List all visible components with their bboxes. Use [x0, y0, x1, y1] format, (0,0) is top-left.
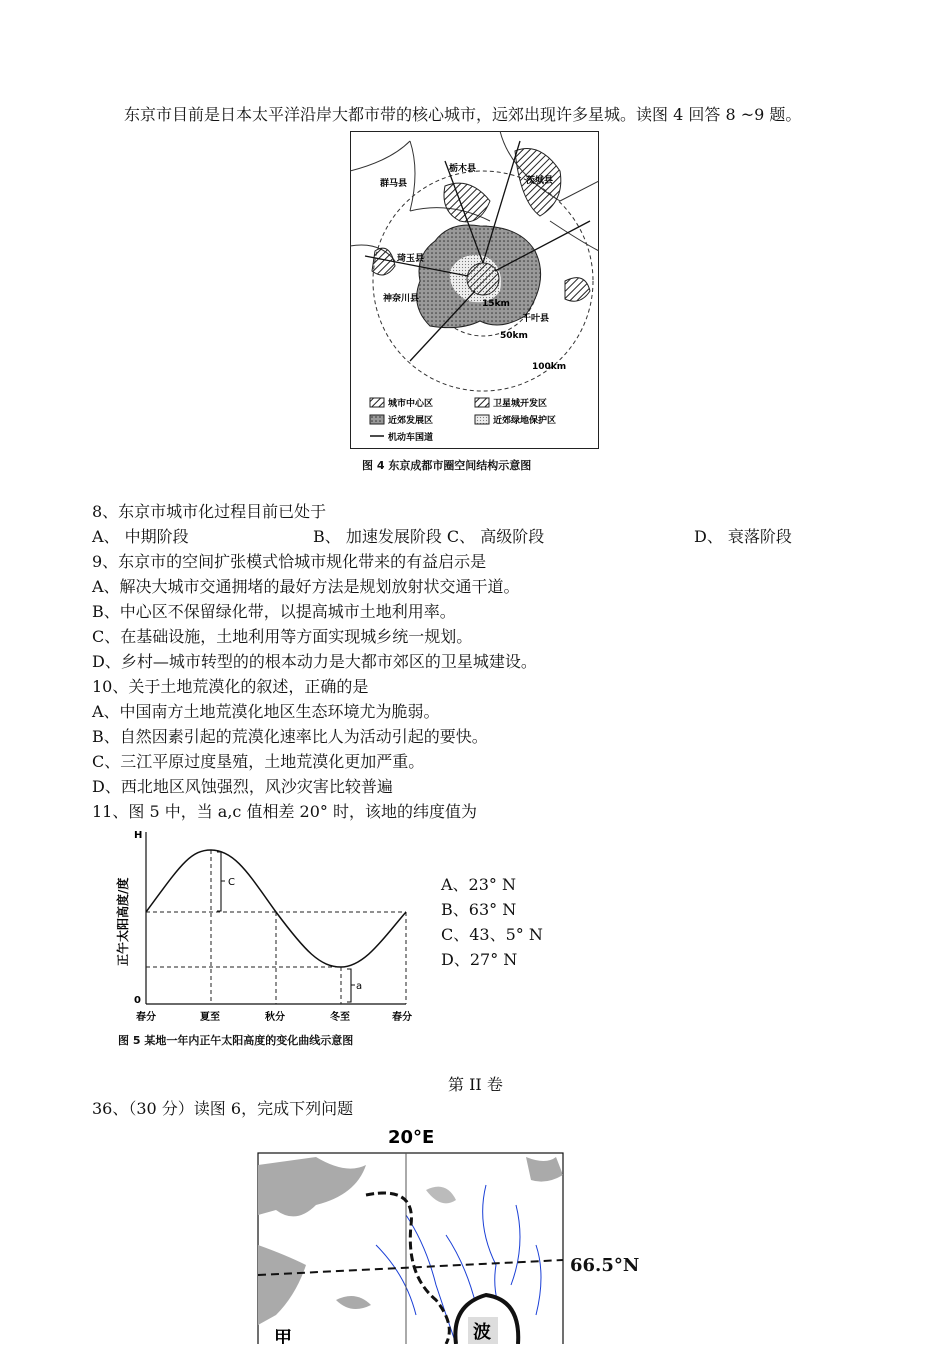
x-tick-1: 夏至: [200, 1012, 220, 1023]
figure-5-graph: [110, 826, 420, 1026]
figure-4-caption: 图 4 东京成都市圈空间结构示意图: [362, 459, 532, 472]
label-tochigi: 栃木县: [449, 164, 477, 174]
q8-stem: 8、东京市城市化过程目前已处于: [92, 502, 327, 521]
legend-suburban: 近郊发展区: [388, 416, 434, 426]
q10-option-c: C、三江平原过度垦殖，土地荒漠化更加严重。: [92, 752, 425, 771]
legend-road: 机动车国道: [388, 433, 434, 443]
radius-15km: 15km: [482, 299, 510, 309]
y-axis-label: 正午太阳高度/度: [116, 877, 130, 966]
mark-c: C: [228, 877, 235, 888]
q11-option-b: B、63° N: [441, 900, 517, 919]
q9-option-c: C、在基础设施，土地利用等方面实现城乡统一规划。: [92, 627, 473, 646]
q11-option-c: C、43、5° N: [441, 925, 543, 944]
q10-option-b: B、自然因素引起的荒漠化速率比人为活动引起的要快。: [92, 727, 488, 746]
q9-option-b: B、中心区不保留绿化带，以提高城市土地利用率。: [92, 602, 456, 621]
q8-option-bc: B、 加速发展阶段 C、 高级阶段: [313, 527, 545, 546]
x-tick-4: 春分: [392, 1012, 412, 1023]
radius-100km: 100km: [532, 362, 567, 372]
legend-city-center: 城市中心区: [388, 399, 434, 409]
intro-paragraph: 东京市目前是日本太平洋沿岸大都市带的核心城市，远郊出现许多星城。读图 4 回答 8 ~9 题。: [124, 105, 802, 124]
q9-option-a: A、解决大城市交通拥堵的最好方法是规划放射状交通干道。: [92, 577, 520, 596]
q10-option-a: A、中国南方土地荒漠化地区生态环境尤为脆弱。: [92, 702, 440, 721]
left-label: 甲: [274, 1328, 292, 1344]
q11-option-a: A、23° N: [441, 875, 517, 894]
label-kanagawa: 神奈川县: [383, 294, 420, 304]
figure-5-caption: 图 5 某地一年内正午太阳高度的变化曲线示意图: [118, 1034, 354, 1047]
y-axis-h: H: [134, 830, 143, 841]
y-axis-zero: 0: [134, 995, 141, 1006]
figure-6-map: [256, 1125, 656, 1344]
figure-4-map: [350, 131, 599, 449]
x-tick-2: 秋分: [265, 1012, 285, 1023]
q10-stem: 10、关于土地荒漠化的叙述，正确的是: [92, 677, 369, 696]
sea-label: 波: [473, 1322, 491, 1343]
radius-50km: 50km: [500, 331, 528, 341]
latitude-label: 66.5°N: [570, 1255, 640, 1276]
q9-stem: 9、东京市的空间扩张模式恰城市规化带来的有益启示是: [92, 552, 487, 571]
q11-option-d: D、27° N: [441, 950, 518, 969]
x-tick-3: 冬至: [330, 1012, 350, 1023]
legend-greenbelt: 近郊绿地保护区: [493, 416, 557, 426]
q11-stem: 11、图 5 中，当 a,c 值相差 20° 时，该地的纬度值为: [92, 802, 478, 821]
longitude-label: 20°E: [388, 1127, 435, 1148]
q8-option-a: A、 中期阶段: [92, 527, 189, 546]
q8-option-d: D、 衰落阶段: [694, 527, 792, 546]
label-gunma: 群马县: [380, 179, 408, 189]
mark-a: a: [356, 981, 363, 992]
section-title: 第 II 卷: [448, 1075, 503, 1094]
x-tick-0: 春分: [136, 1012, 156, 1023]
q10-option-d: D、西北地区风蚀强烈，风沙灾害比较普遍: [92, 777, 393, 796]
q9-option-d: D、乡村—城市转型的的根本动力是大都市郊区的卫星城建设。: [92, 652, 537, 671]
label-chiba: 千叶县: [522, 314, 550, 324]
label-saitama: 琦玉县: [397, 254, 425, 264]
q36-stem: 36、（30 分）读图 6，完成下列问题: [92, 1099, 354, 1118]
label-ibaraki: 茨城县: [526, 176, 554, 186]
legend-satellite: 卫星城开发区: [493, 399, 548, 409]
